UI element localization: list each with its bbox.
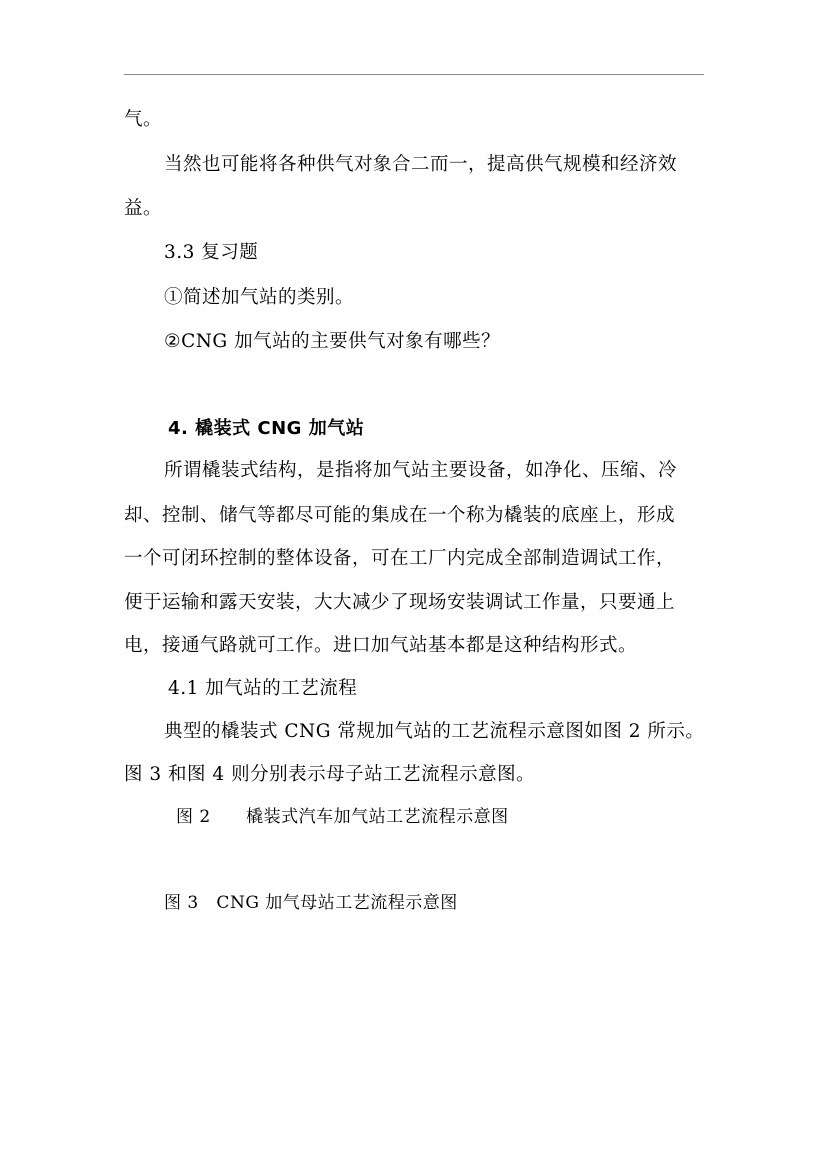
paragraph-line: 一个可闭环控制的整体设备，可在工厂内完成全部制造调试工作，	[124, 548, 676, 569]
section-heading-4-1: 4.1 加气站的工艺流程	[168, 678, 358, 699]
paragraph-line: 典型的橇装式 CNG 常规加气站的工艺流程示意图如图 2 所示。	[164, 721, 705, 742]
header-rule	[124, 74, 704, 75]
paragraph-line: 电，接通气路就可工作。进口加气站基本都是这种结构形式。	[124, 635, 638, 656]
review-question-2: ②CNG 加气站的主要供气对象有哪些？	[164, 331, 501, 352]
figure-3-caption: 图 3 CNG 加气母站工艺流程示意图	[164, 893, 458, 913]
paragraph-line: 图 3 和图 4 则分别表示母子站工艺流程示意图。	[124, 764, 536, 785]
paragraph-line: 便于运输和露天安装，大大减少了现场安装调试工作量，只要通上	[124, 592, 676, 613]
paragraph-line: 益。	[124, 198, 163, 219]
paragraph-line: 所谓橇装式结构，是指将加气站主要设备，如净化、压缩、冷	[164, 460, 678, 481]
figure-2-caption: 图 2 橇装式汽车加气站工艺流程示意图	[176, 807, 509, 827]
section-heading-4: 4. 橇装式 CNG 加气站	[168, 418, 365, 439]
section-heading-3-3: 3.3 复习题	[164, 242, 259, 263]
paragraph-line: 却、控制、储气等都尽可能的集成在一个称为橇装的底座上，形成	[124, 505, 676, 526]
paragraph-continuation: 气。	[124, 109, 163, 130]
review-question-1: ①简述加气站的类别。	[164, 287, 355, 308]
paragraph-line: 当然也可能将各种供气对象合二而一，提高供气规模和经济效	[164, 154, 678, 175]
